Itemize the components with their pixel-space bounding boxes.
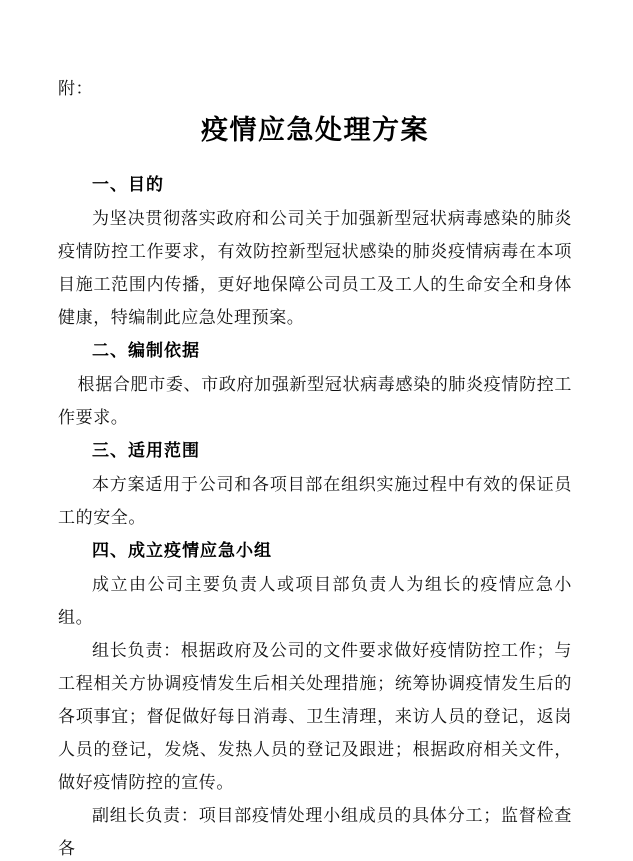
paragraph: 根据合肥市委、市政府加强新型冠状病毒感染的肺炎疫情防控工作要求。 bbox=[58, 375, 572, 427]
paragraph: 为坚决贯彻落实政府和公司关于加强新型冠状病毒感染的肺炎疫情防控工作要求，有效防控新型冠状感染的肺炎疫情病毒在本项目施工范围内传播，更好地保障公司员工及工人的生命安全和身体健康，特编制此应急处理预案。 bbox=[58, 209, 572, 327]
section-heading: 四、成立疫情应急小组 bbox=[92, 541, 272, 560]
section-heading: 二、编制依据 bbox=[92, 341, 200, 360]
paragraph: 副组长负责：项目部疫情处理小组成员的具体分工；监督检查各 bbox=[58, 806, 572, 858]
document-body bbox=[58, 168, 572, 861]
section-1 bbox=[58, 168, 572, 334]
section-4 bbox=[58, 534, 572, 861]
paragraph: 本方案适用于公司和各项目部在组织实施过程中有效的保证员工的安全。 bbox=[58, 475, 572, 527]
section-3 bbox=[58, 434, 572, 534]
section-heading: 三、适用范围 bbox=[92, 441, 200, 460]
section-heading: 一、目的 bbox=[92, 175, 164, 194]
paragraph: 组长负责：根据政府及公司的文件要求做好疫情防控工作；与工程相关方协调疫情发生后相关处理措施；统筹协调疫情发生后的各项事宜；督促做好每日消毒、卫生清理，来访人员的登记，返岗人员的登记，发烧、发热人员的登记及跟进；根据政府相关文件，做好疫情防控的宣传。 bbox=[58, 641, 572, 792]
attachment-label: 附： bbox=[58, 79, 93, 98]
document-title: 疫情应急处理方案 bbox=[201, 115, 429, 145]
section-2 bbox=[58, 334, 572, 434]
paragraph: 成立由公司主要负责人或项目部负责人为组长的疫情应急小组。 bbox=[58, 575, 572, 627]
